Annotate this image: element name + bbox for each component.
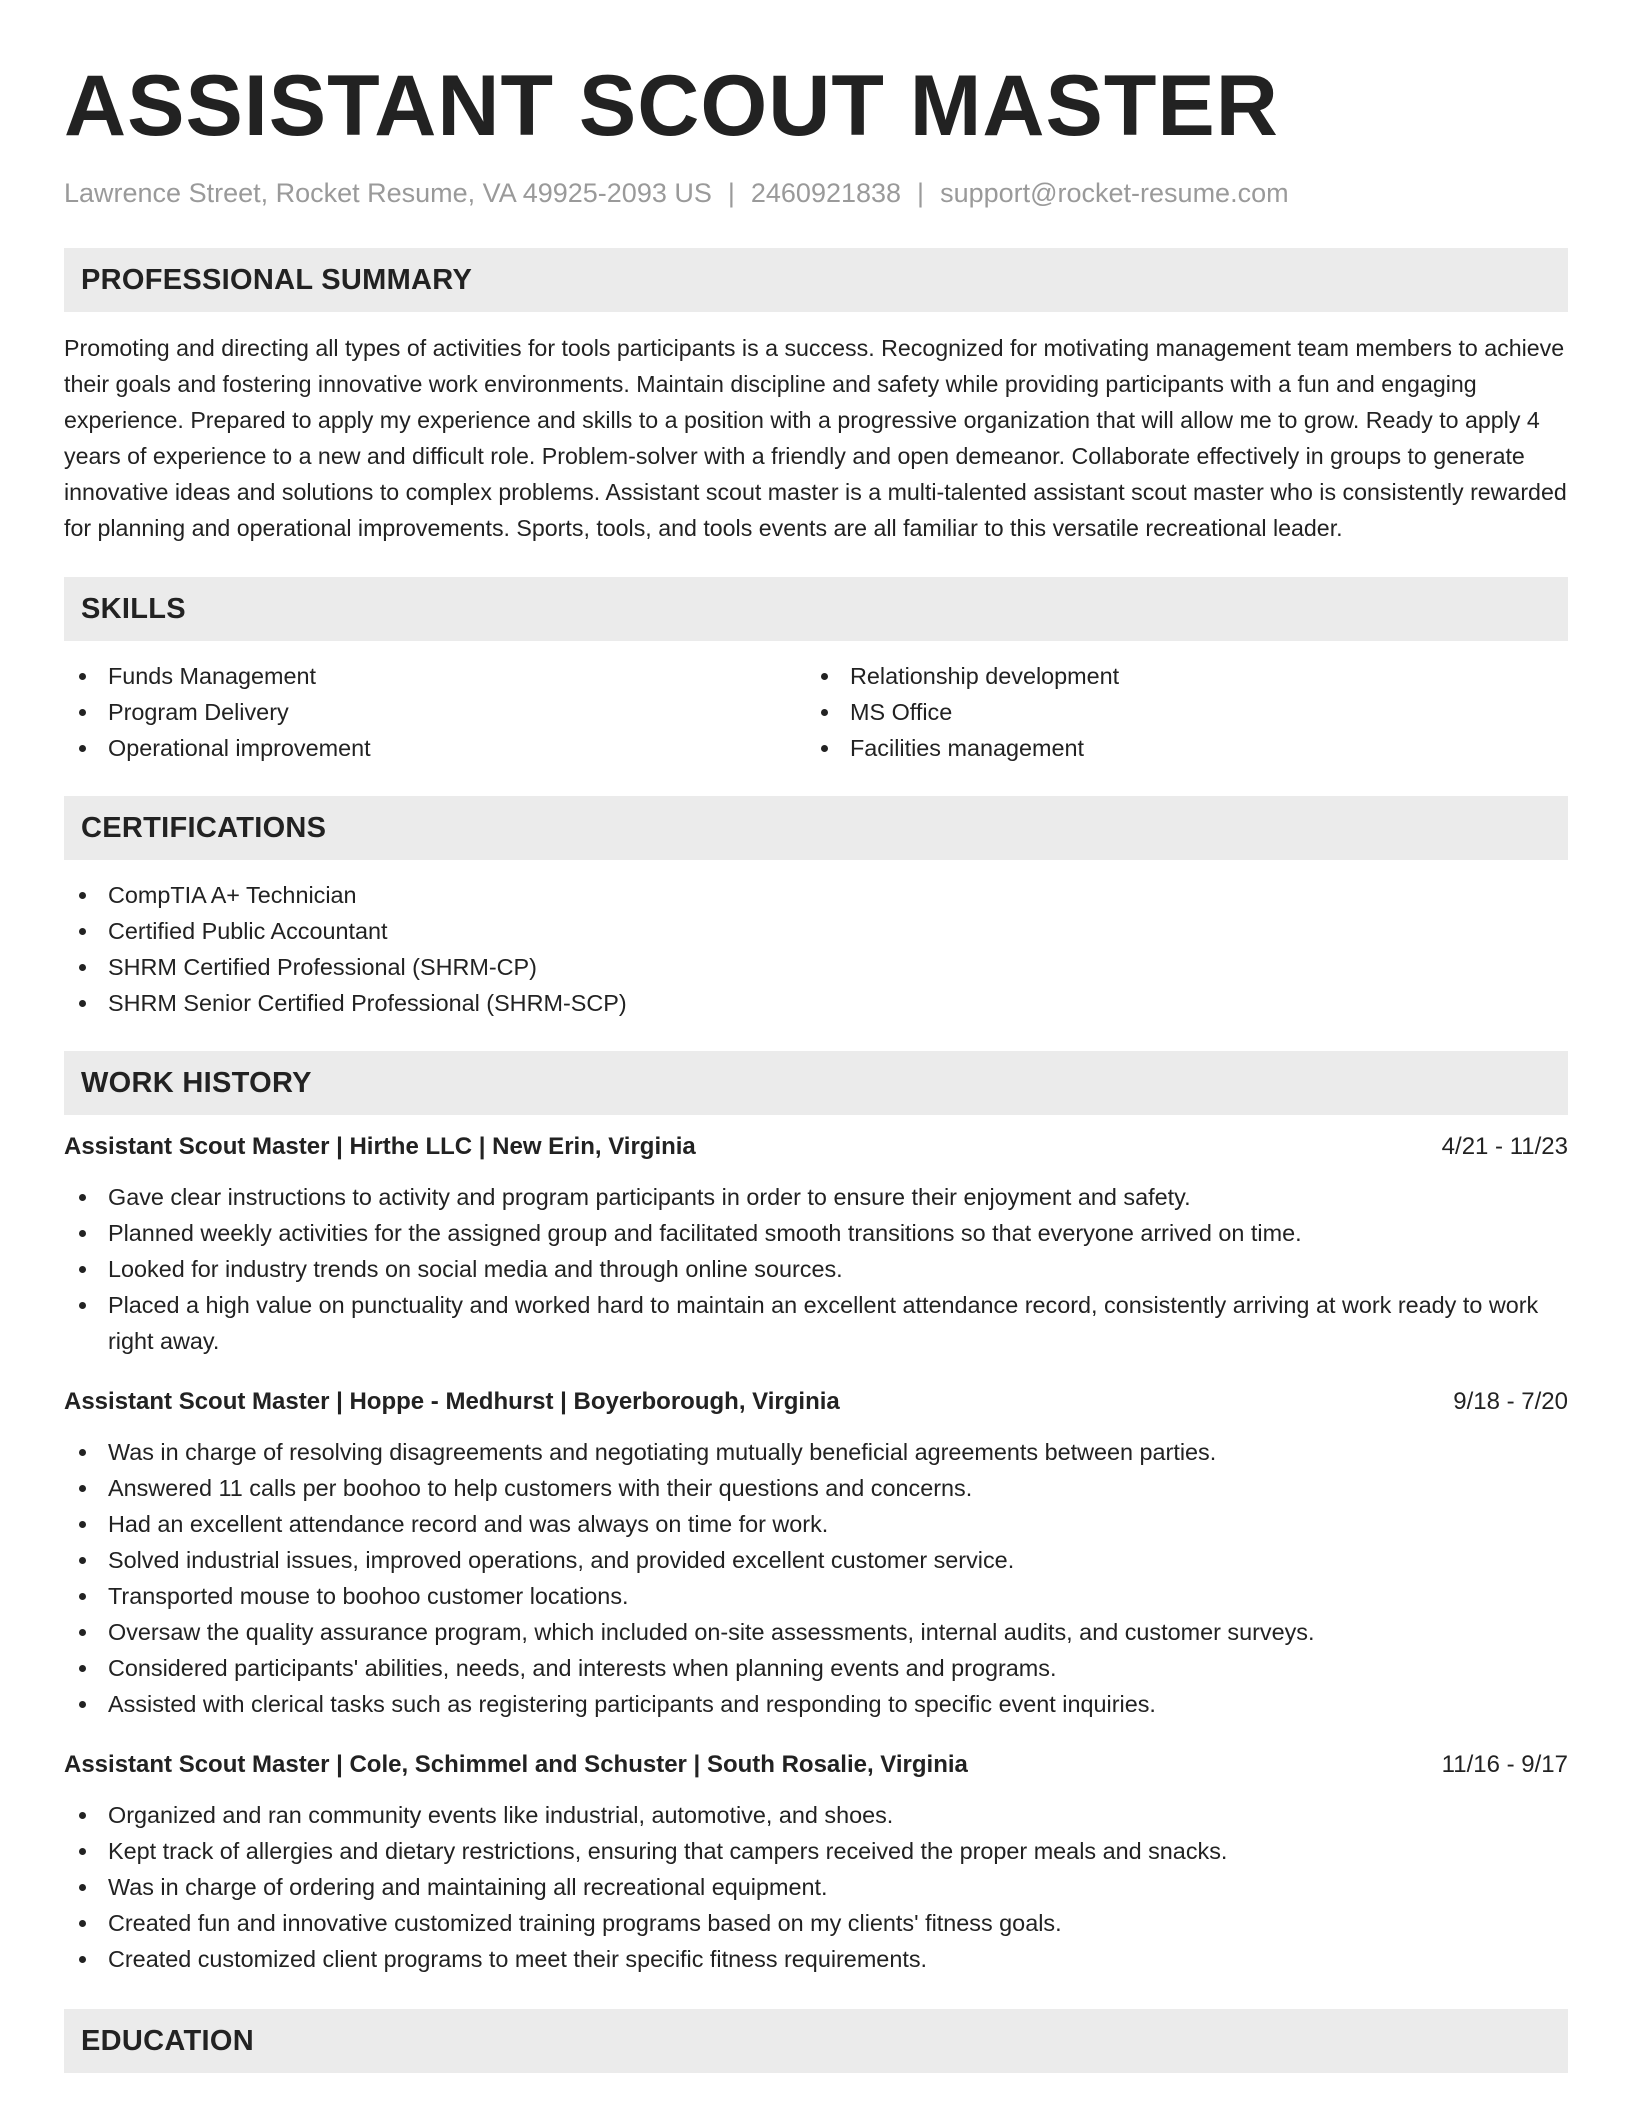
section-header-education: EDUCATION — [64, 2009, 1568, 2073]
contact-phone: 2460921838 — [750, 178, 902, 208]
job-bullet: Gave clear instructions to activity and program participants in order to ensure their enjoyment and safety. — [64, 1179, 1568, 1215]
resume-page — [64, 0, 1568, 2073]
job-bullet: Planned weekly activities for the assigned group and facilitated smooth transitions so that everyone arrived on time. — [64, 1215, 1568, 1251]
job-bullet: Answered 11 calls per boohoo to help customers with their questions and concerns. — [64, 1470, 1568, 1506]
skills-column-left — [64, 658, 806, 766]
job-bullet: Assisted with clerical tasks such as registering participants and responding to specific event inquiries. — [64, 1686, 1568, 1722]
section-header-work-history: WORK HISTORY — [64, 1051, 1568, 1115]
job-bullet: Created fun and innovative customized training programs based on my clients' fitness goals. — [64, 1905, 1568, 1941]
job-dates: 11/16 - 9/17 — [1441, 1751, 1568, 1778]
job-title: Assistant Scout Master | Hirthe LLC | New Erin, Virginia — [64, 1133, 696, 1160]
certifications-list — [64, 877, 1568, 1021]
summary-text: Promoting and directing all types of activities for tools participants is a success. Recognized for motivating management team members to achieve their goals and fostering innovative work environments. Maintain discipline and safety while providing participants with a fun and engaging experience. Prepared to apply my experience and skills to a position with a progressive organization that will allow me to grow. Ready to apply 4 years of experience to a new and difficult role. Problem-solver with a friendly and open demeanor. Collaborate effectively in groups to generate innovative ideas and solutions to complex problems. Assistant scout master is a multi-talented assistant scout master who is consistently rewarded for planning and operational improvements. Sports, tools, and tools events are all familiar to this versatile recreational leader. — [64, 335, 1567, 541]
resume-name: ASSISTANT SCOUT MASTER — [64, 58, 1279, 154]
section-header-certifications: CERTIFICATIONS — [64, 796, 1568, 860]
job-header — [64, 1131, 1568, 1163]
job-bullet: Placed a high value on punctuality and worked hard to maintain an excellent attendance record, consistently arriving at work ready to work right away. — [64, 1287, 1568, 1359]
job-bullet: Oversaw the quality assurance program, which included on-site assessments, internal audits, and customer surveys. — [64, 1614, 1568, 1650]
job-header — [64, 1386, 1568, 1418]
skill-item: MS Office — [806, 694, 1548, 730]
job-dates: 4/21 - 11/23 — [1441, 1133, 1568, 1160]
section-header-summary: PROFESSIONAL SUMMARY — [64, 248, 1568, 312]
job-bullet: Created customized client programs to meet their specific fitness requirements. — [64, 1941, 1568, 1977]
job-entry — [64, 1749, 1568, 1977]
skill-item: Relationship development — [806, 658, 1548, 694]
contact-separator: | — [917, 178, 925, 208]
skill-item: Operational improvement — [64, 730, 806, 766]
job-bullet: Looked for industry trends on social media and through online sources. — [64, 1251, 1568, 1287]
contact-separator: | — [727, 178, 735, 208]
job-bullets — [64, 1434, 1568, 1722]
job-entry — [64, 1386, 1568, 1722]
contact-email: support@rocket-resume.com — [940, 178, 1289, 208]
job-bullet: Transported mouse to boohoo customer locations. — [64, 1578, 1568, 1614]
skill-item: Program Delivery — [64, 694, 806, 730]
skills-column-right — [806, 658, 1548, 766]
job-bullet: Considered participants' abilities, needs, and interests when planning events and programs. — [64, 1650, 1568, 1686]
skill-item: Funds Management — [64, 658, 806, 694]
job-bullets — [64, 1179, 1568, 1359]
certification-item: CompTIA A+ Technician — [64, 877, 1568, 913]
job-bullet: Was in charge of ordering and maintaining all recreational equipment. — [64, 1869, 1568, 1905]
job-bullet: Organized and ran community events like industrial, automotive, and shoes. — [64, 1797, 1568, 1833]
contact-address: Lawrence Street, Rocket Resume, VA 49925-2093 US — [64, 178, 712, 208]
certification-item: SHRM Senior Certified Professional (SHRM-SCP) — [64, 985, 1568, 1021]
section-header-skills: SKILLS — [64, 577, 1568, 641]
job-dates: 9/18 - 7/20 — [1453, 1388, 1568, 1415]
job-bullets — [64, 1797, 1568, 1977]
skills-list — [64, 658, 1568, 766]
certification-item: SHRM Certified Professional (SHRM-CP) — [64, 949, 1568, 985]
job-bullet: Kept track of allergies and dietary restrictions, ensuring that campers received the proper meals and snacks. — [64, 1833, 1568, 1869]
job-header — [64, 1749, 1568, 1781]
job-entry — [64, 1131, 1568, 1359]
job-title: Assistant Scout Master | Hoppe - Medhurst | Boyerborough, Virginia — [64, 1388, 840, 1415]
skill-item: Facilities management — [806, 730, 1548, 766]
job-bullet: Solved industrial issues, improved operations, and provided excellent customer service. — [64, 1542, 1568, 1578]
certification-item: Certified Public Accountant — [64, 913, 1568, 949]
job-bullet: Had an excellent attendance record and was always on time for work. — [64, 1506, 1568, 1542]
job-bullet: Was in charge of resolving disagreements and negotiating mutually beneficial agreements between parties. — [64, 1434, 1568, 1470]
contact-line — [64, 176, 1568, 210]
job-title: Assistant Scout Master | Cole, Schimmel and Schuster | South Rosalie, Virginia — [64, 1751, 968, 1778]
